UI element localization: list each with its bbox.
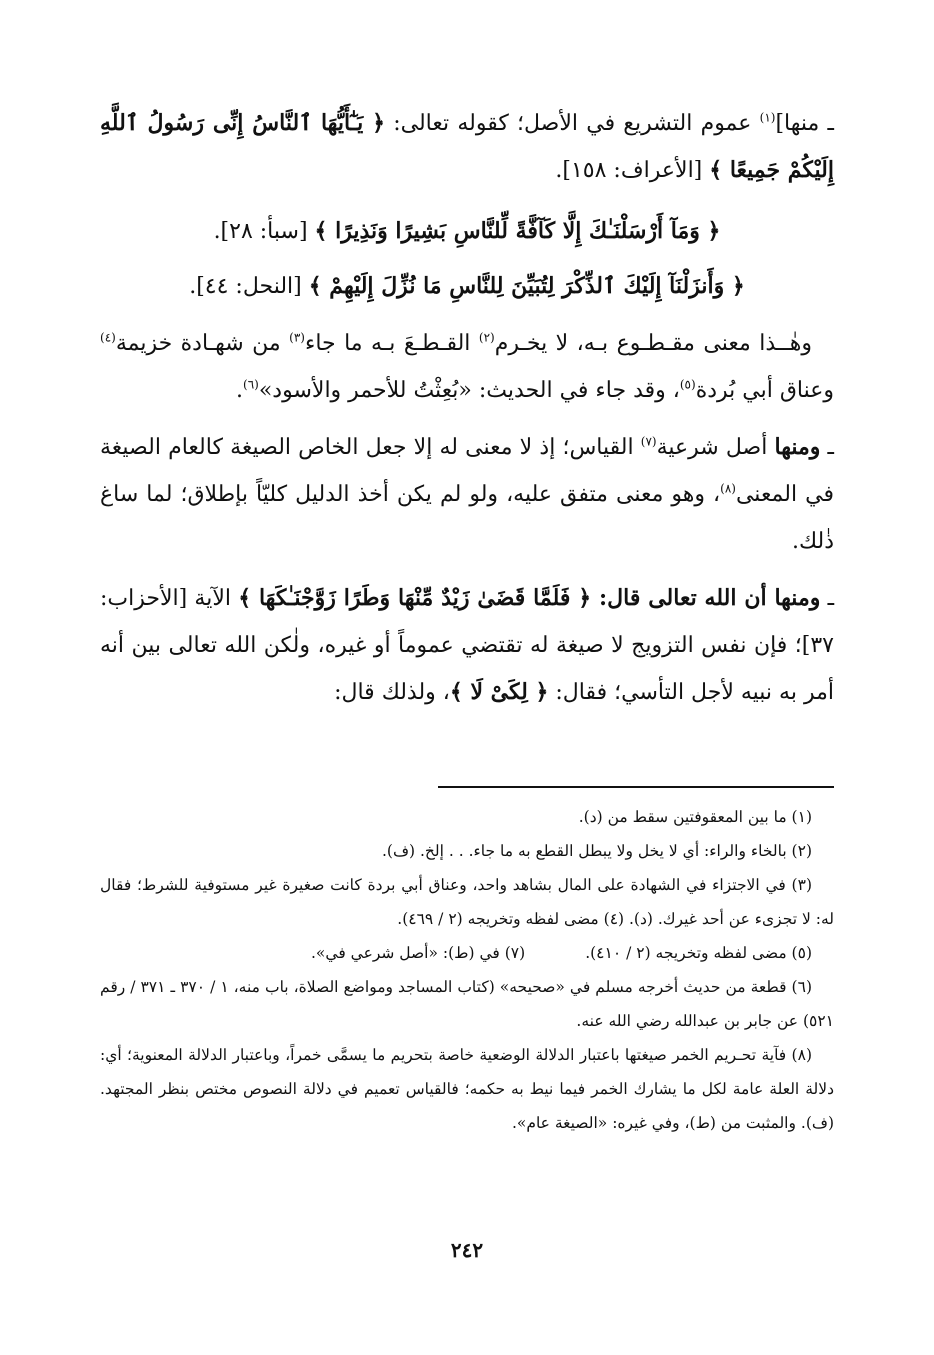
bold-lead: ومنها أن الله تعالى قال: [591, 585, 821, 611]
text-span: أصل شرعية [656, 435, 775, 460]
footnote-ref-7[interactable]: (٧) [640, 434, 657, 449]
footnote-ref-8[interactable]: (٨) [720, 481, 736, 496]
page-number: ٢٤٢ [450, 1238, 484, 1262]
text-span: من شهـادة خزيمة [115, 331, 290, 356]
footnote-3-4: (٣) في الاجتزاء في الشهادة على المال بشاهد واحد، وعناق أبي بردة كانت صغيرة غير مستوفية للشرط؛ فقال له: لا تجزىء عن أحد غيرك. (د). (٤) مضى لفظه وتخريجه (٢ / ٤٦٩). [100, 876, 834, 928]
quran-verse: ﴿ لِكَىْ لَا ﴾ [449, 679, 549, 705]
footnote-ref-6[interactable]: (٦) [243, 377, 259, 392]
footnote-ref-4[interactable]: (٤) [100, 330, 116, 345]
footnote-ref-2[interactable]: (٢) [478, 330, 495, 345]
quran-verse: ﴿ وَمَآ أَرْسَلْنَـٰكَ إِلَّا كَآفَّةً لِّلنَّاسِ بَشِيرًا وَنَذِيرًا ﴾ [314, 218, 721, 244]
footnote-1: (١) ما بين المعقوفتين سقط من (د). [578, 808, 812, 826]
footnotes [100, 800, 834, 1140]
dash: ـ [827, 111, 834, 136]
footnote-8: (٨) فآية تحـريم الخمر صيغتها باعتبار الدلالة الوضعية خاصة بتحريم ما يسمَّى خمراً، وباعتبار الدلالة المعنوية؛ أي: دلالة العلة عامة لكل ما يشارك الخمر فيما نيط به حكمه؛ فالقياس تعميم في دلالة النصوص مختص بنظر المجتهد. (ف). والمثبت من (ط)، وفي غيره: «الصيغة عام». [100, 1046, 834, 1132]
text-span: وهٰــذا معنى مقـطـوع بـه، لا يخـرم [494, 331, 812, 356]
text-span: ، وهو معنى متفق عليه، ولو لم يكن أخذ الدليل كليّاً بإطلاق؛ لما ساغ ذٰلك. [100, 482, 834, 554]
text-span: القـطـعَ بـه ما جاء [304, 331, 479, 356]
text-span: وعناق أبي بُردة [695, 378, 834, 403]
text-span: القياس؛ إذ لا معنى له إلا جعل الخاص الصيغة كالعام الصيغة في المعنى [100, 435, 834, 507]
text-span: الآية [الأحزاب: ٣٧]؛ فإن نفس التزويج لا صيغة له تقتضي عموماً أو غيره، ولٰكن الله تعالى بين أنه أمر به نبيه لأجل التأسي؛ فقال: [100, 586, 834, 705]
dash: ـ [820, 586, 835, 611]
quran-verse: ﴿ فَلَمَّا قَضَىٰ زَيْدٌ مِّنْهَا وَطَرًا زَوَّجْنَـٰكَهَا ﴾ [238, 585, 592, 611]
paragraph-3 [100, 424, 834, 565]
footnote-5-7-row [100, 936, 834, 970]
text-span: منها] [775, 111, 820, 136]
footnote-ref-5[interactable]: (٥) [679, 377, 696, 392]
footnote-5: (٥) مضى لفظه وتخريجه (٢ / ٤١٠). [585, 944, 812, 962]
text-span: ، ولذلك قال: [334, 680, 450, 705]
footnote-2: (٢) بالخاء والراء: أي لا يخل ولا يبطل القطع به ما جاء. . . إلخ. (ف). [381, 842, 812, 860]
paragraph-4 [100, 575, 834, 716]
footnote-7: (٧) في (ط): «أصل شرعي في». [310, 944, 526, 962]
quran-verse: ﴿ وَأَنزَلْنَآ إِلَيْكَ ٱلذِّكْرَ لِتُبَيِّنَ لِلنَّاسِ مَا نُزِّلَ إِلَيْهِمْ ﴾ [308, 273, 745, 299]
text-span: . [236, 378, 244, 403]
main-text [100, 100, 834, 726]
dash: ـ [820, 435, 834, 460]
paragraph-1 [100, 100, 834, 194]
paragraph-2 [100, 320, 834, 414]
bold-lead: ومنها [774, 434, 821, 460]
verse-reference: [الأعراف: ١٥٨]. [555, 158, 710, 183]
verse-reference: [النحل: ٤٤]. [189, 274, 309, 299]
footnote-ref-1[interactable]: (١) [759, 110, 776, 125]
footnote-separator [438, 786, 834, 788]
verse-reference: [سبأ: ٢٨]. [213, 219, 315, 244]
footnote-ref-3[interactable]: (٣) [289, 330, 305, 345]
text-span: عموم التشريع في الأصل؛ كقوله تعالى: [385, 111, 760, 136]
quran-verse: ﴿ يَـٰٓأَيُّهَا ٱلنَّاسُ إِنِّى رَسُولُ ٱللَّهِ إِلَيْكُمْ جَمِيعًا ﴾ [100, 110, 834, 183]
footnote-6: (٦) قطعة من حديث أخرجه مسلم في «صحيحه» (كتاب المساجد ومواضع الصلاة، باب منه، ١ / ٣٧٠ ـ ٣٧١ / رقم ٥٢١) عن جابر بن عبدالله رضي الله عنه. [100, 978, 834, 1030]
verse-line-3 [100, 259, 834, 314]
verse-line-2 [100, 204, 834, 259]
text-span: ، وقد جاء في الحديث: «بُعِثْتُ للأحمر والأسود» [258, 378, 680, 403]
